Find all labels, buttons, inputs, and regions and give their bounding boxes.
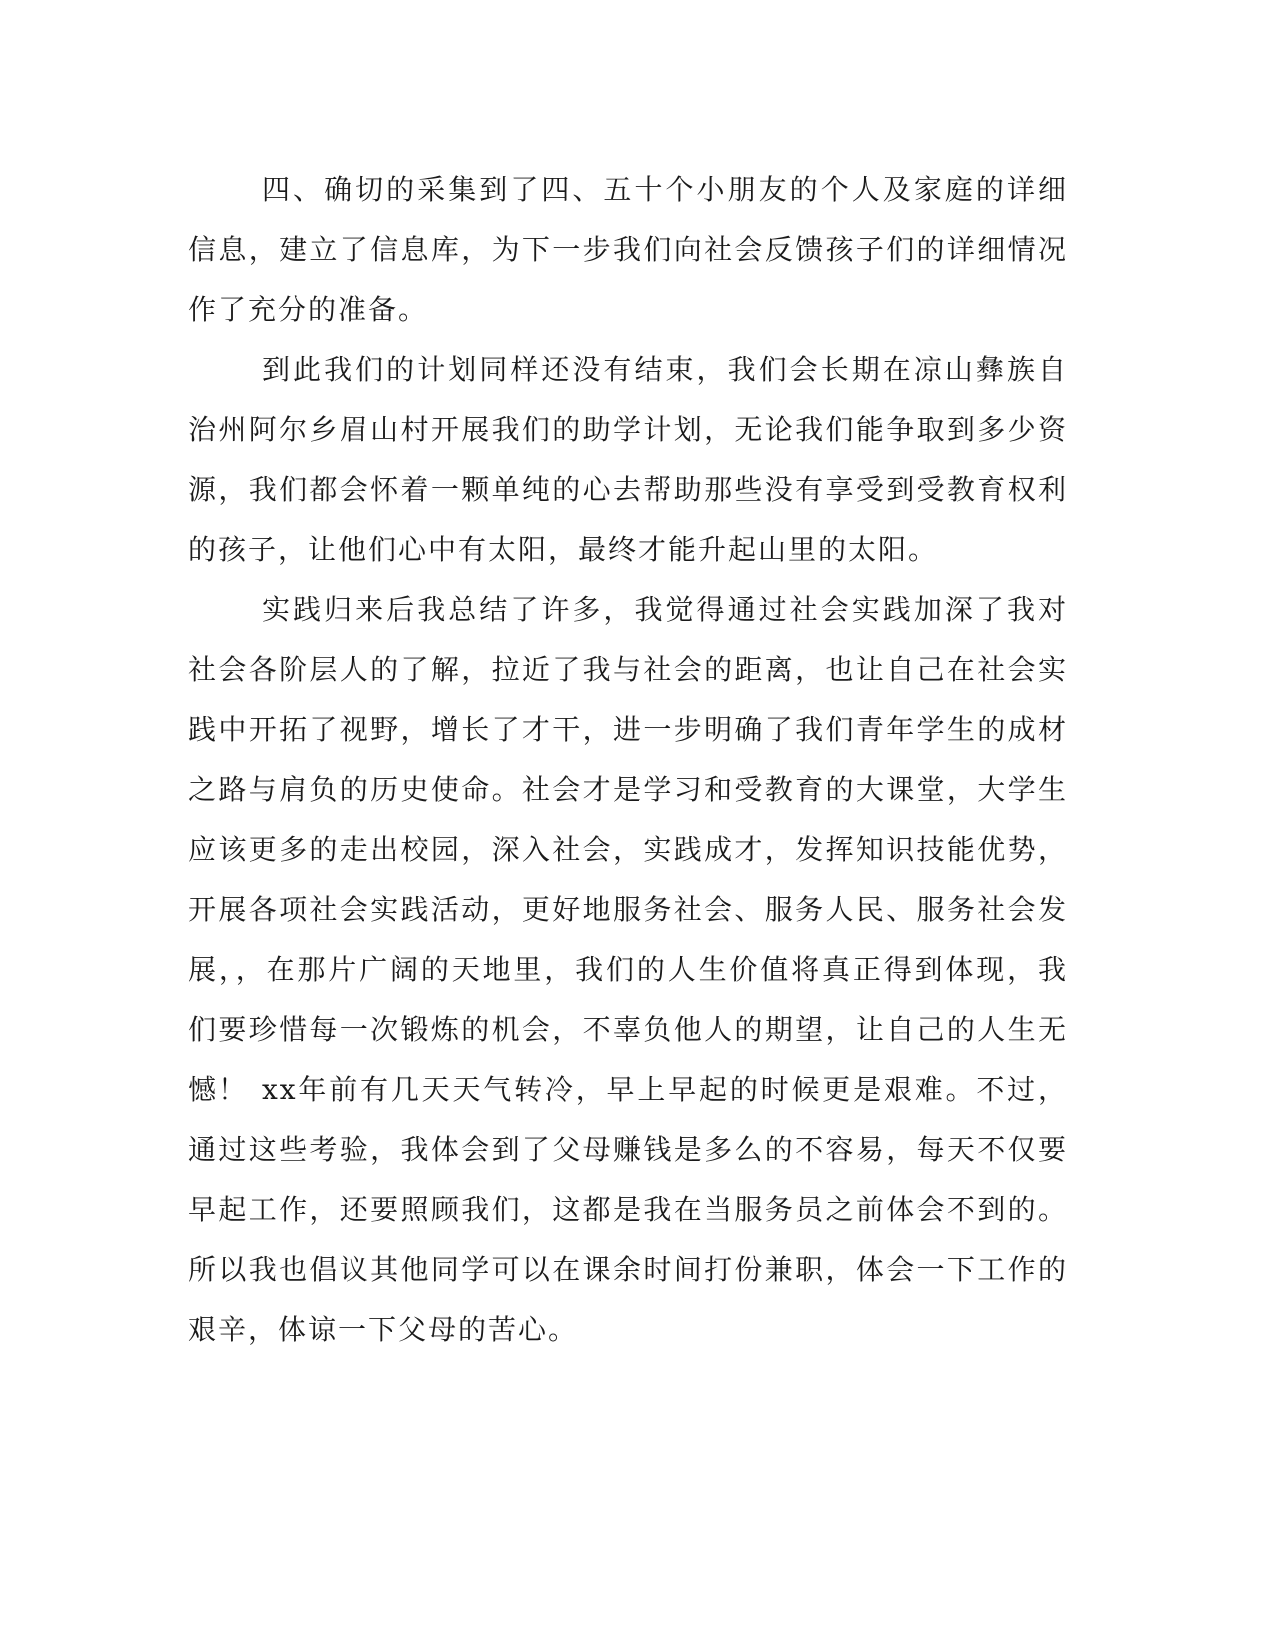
paragraph-part-time-work: xx年前有几天天气转冷，早上早起的时候更是艰难。不过，通过这些考验，我体会到了父母赚钱是多么的不容易，每天不仅要早起工作，还要照顾我们，这都是我在当服务员之前体会不到的。所以我也倡议其他同学可以在课余时间打份兼职，体会一下工作的艰辛，体谅一下父母的苦心。 — [188, 1073, 1068, 1346]
paragraph-practice-summary: 实践归来后我总结了许多，我觉得通过社会实践加深了我对社会各阶层人的了解，拉近了我与社会的距离，也让自己在社会实践中开拓了视野，增长了才干，进一步明确了我们青年学生的成材之路与肩负的历史使命。社会才是学习和受教育的大课堂，大学生应该更多的走出校园，深入社会，实践成才，发挥知识技能优势，开展各项社会实践活动，更好地服务社会、服务人民、服务社会发展，，在那片广阔的天地里，我们的人生价值将真正得到体现，我们要珍惜每一次锻炼的机会，不辜负他人的期望，让自己的人生无憾！ — [188, 593, 1068, 1106]
paragraph-info-collection: 四、确切的采集到了四、五十个小朋友的个人及家庭的详细信息，建立了信息库，为下一步我们向社会反馈孩子们的详细情况作了充分的准备。 — [188, 173, 1068, 326]
paragraph-plan-continues: 到此我们的计划同样还没有结束，我们会长期在凉山彝族自治州阿尔乡眉山村开展我们的助学计划，无论我们能争取到多少资源，我们都会怀着一颗单纯的心去帮助那些没有享受到受教育权利的孩子，让他们心中有太阳，最终才能升起山里的太阳。 — [188, 353, 1068, 566]
